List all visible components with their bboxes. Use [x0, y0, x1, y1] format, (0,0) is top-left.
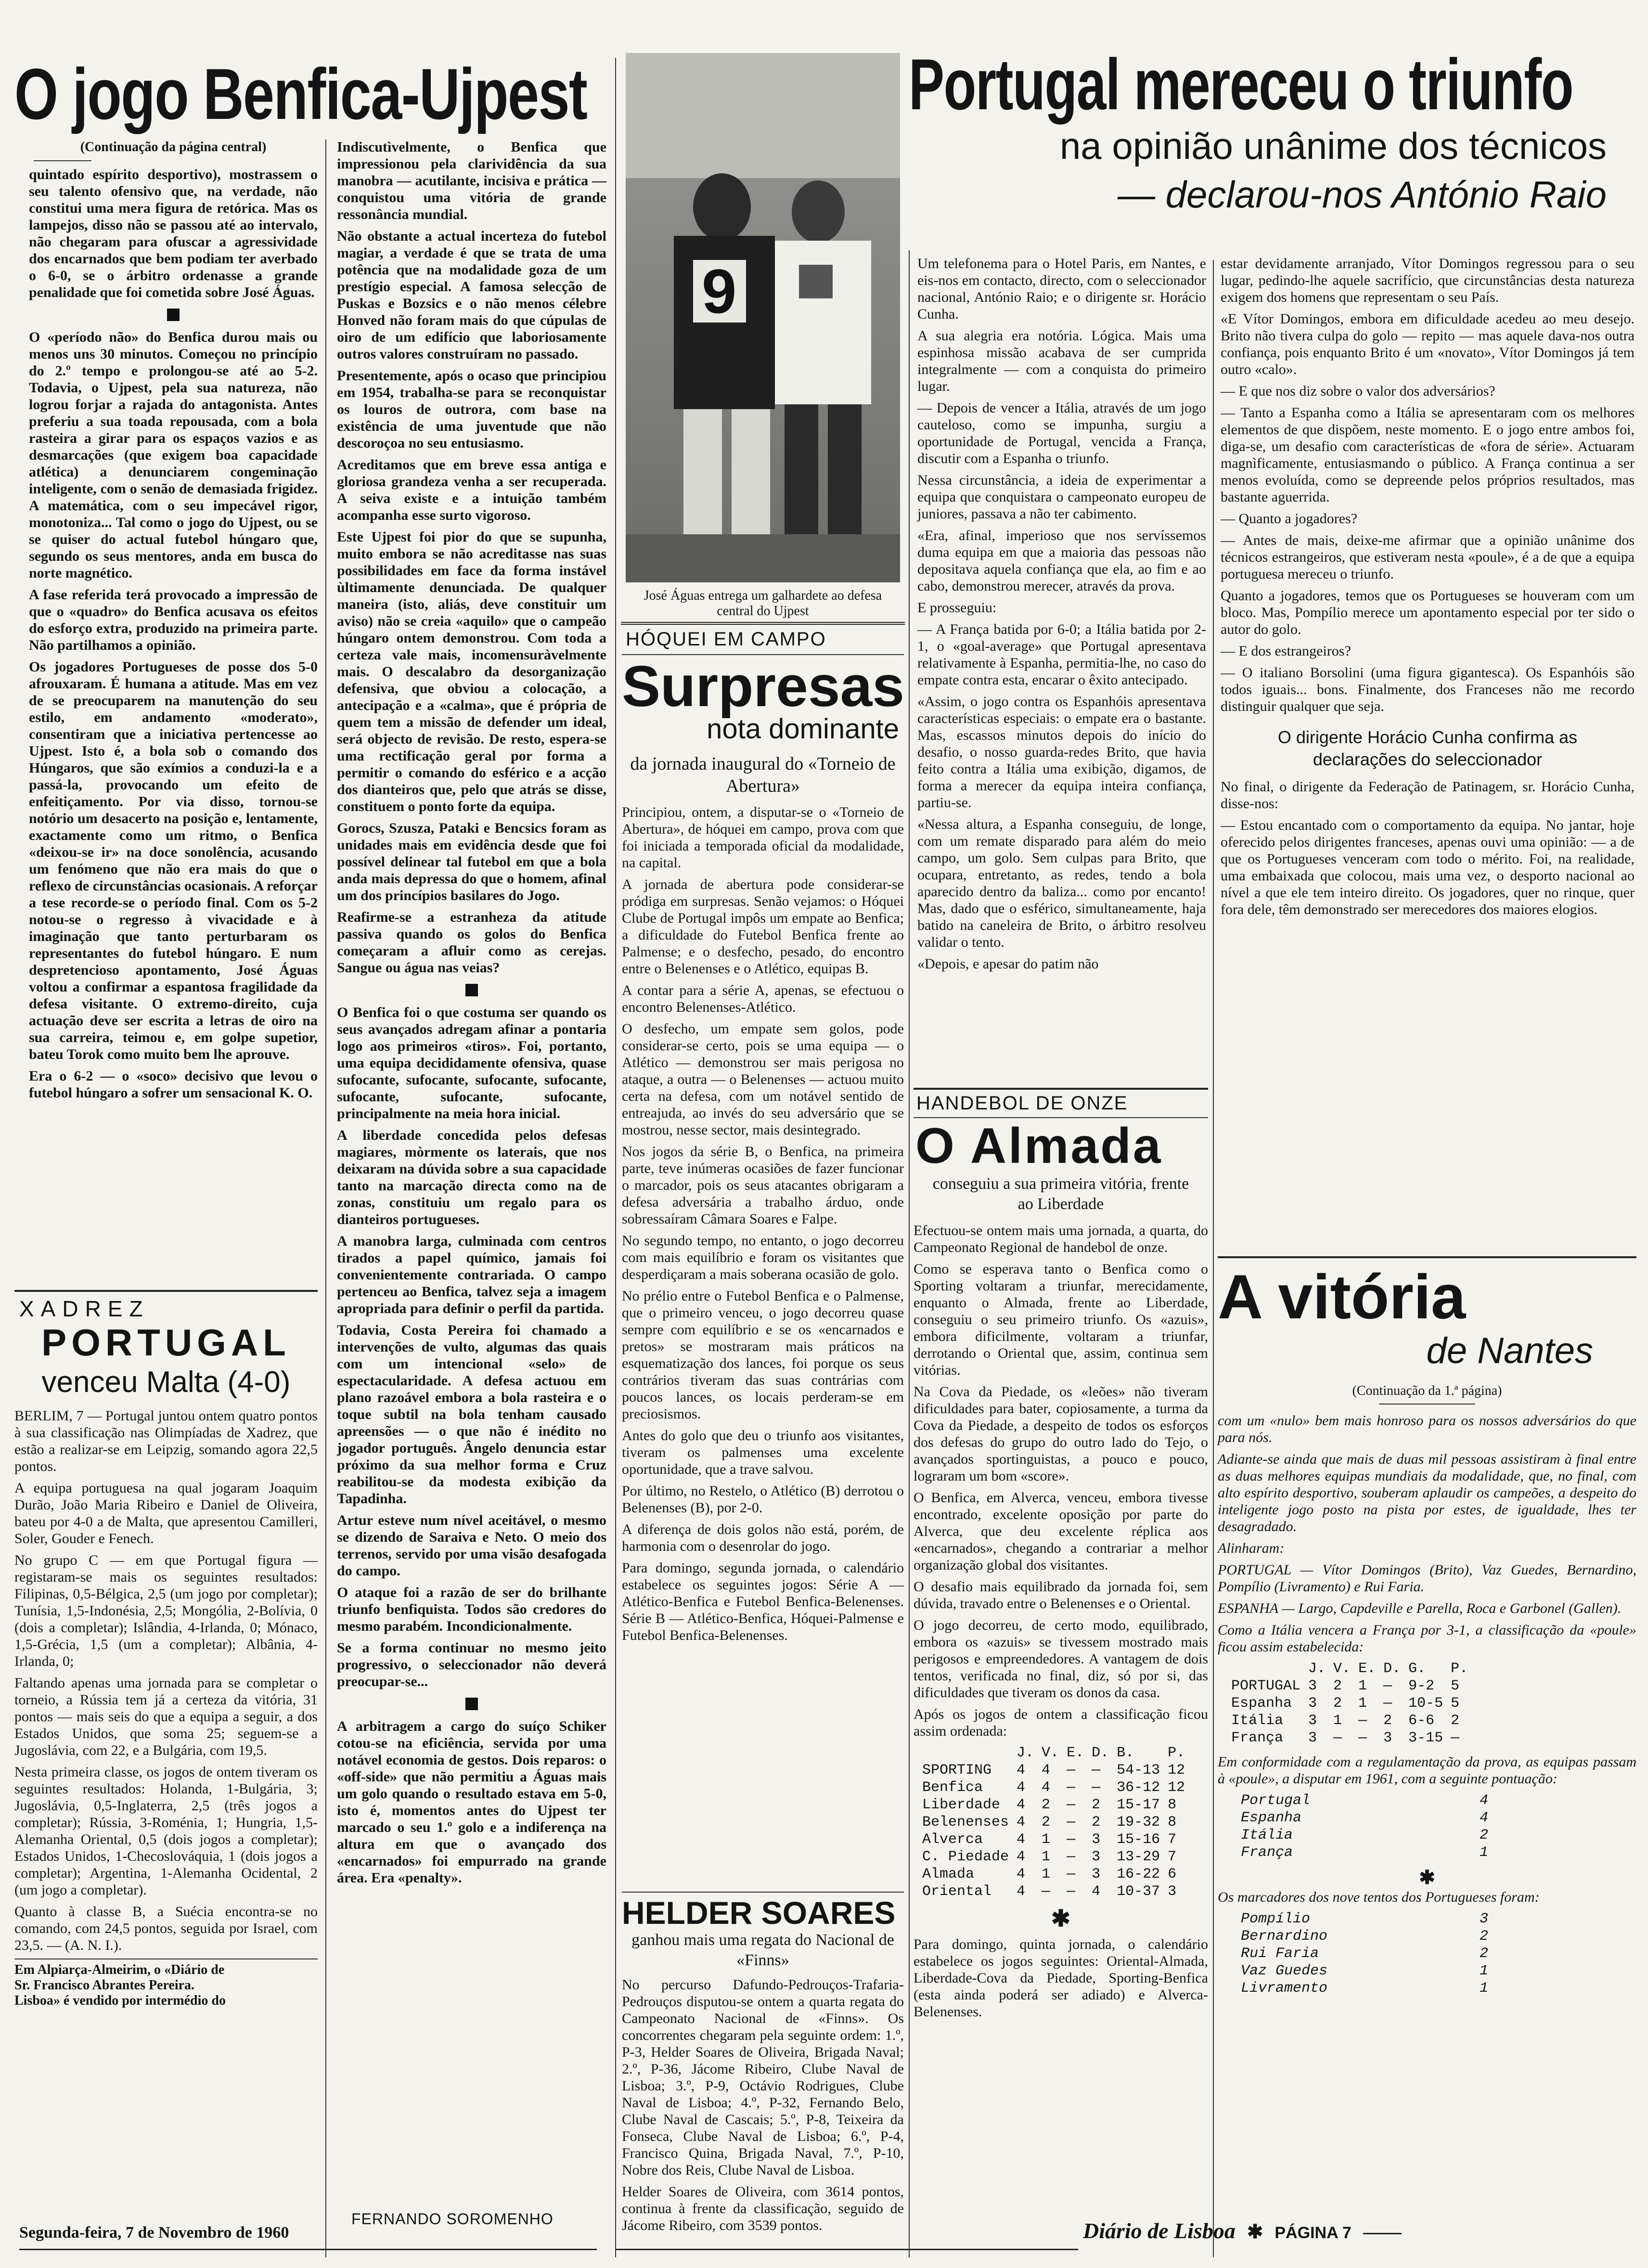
- team-name: Almada: [922, 1866, 975, 1882]
- table-cell: —: [1067, 1762, 1076, 1778]
- scorer-name: Rui Faria: [1241, 1946, 1319, 1962]
- paragraph: — Tanto a Espanha como a Itália se apresentaram com os melhores elementos de que dispõem, neste momento. E o jogo entre ambos foi, diga-se, um desafio com características de «fora de série». Actuaram magnìficamente, entusiasmando o público. A França continua a ser menos evoluída, como se depreende pelos próprios resultados, mas bastante aguerrida.: [1221, 405, 1635, 505]
- paragraph: O Benfica foi o que costuma ser quando os seus avançados adregam afinar a pontaria logo aos primeiros «tiros». Foi, portanto, uma equipa decididamente ofensiva, quase sufocante, sufocante, sufocante, sufocante, sufocante, sufocante, sufocante, principalmente na meia hora inicial.: [337, 1005, 606, 1121]
- team-name: Liberdade: [922, 1797, 1001, 1813]
- table-header: J.: [1017, 1745, 1034, 1761]
- table-row: [918, 1762, 1189, 1779]
- imprint-line: Em Alpiarça-Almeirim, o «Diário de: [14, 1962, 225, 1977]
- table-header: D.: [1383, 1661, 1401, 1677]
- paragraph: No grupo C — em que Portugal figura — registaram-se mais os seguintes resultados: Filipinas, 0,5-Bélgica, 2,5 (um jogo por completar); Tunísia, 1,5-Indonésia, 2,5; Mongólia, 2-Bolívia, 0 (dois a completar); Islândia, 4-Irlanda, 0; Mónaco, 1,5-Grécia, 1,5 (um a completar); Albânia, 4-Irlanda, 0;: [14, 1552, 318, 1669]
- table-cell: 15-17: [1117, 1797, 1160, 1813]
- table-cell: 1: [1358, 1678, 1367, 1694]
- paragraph: A fase referida terá provocado a impressão de que o «quadro» do Benfica acusava os efeitos do esforço extra, produzido na primeira parte. Não partilhamos a opinião.: [29, 587, 318, 653]
- paragraph: BERLIM, 7 — Portugal juntou ontem quatro pontos à sua classificação nas Olimpíadas de Xadrez, que estão a realizar-se em Leipzig, somando agora 22,5 pontos.: [14, 1408, 318, 1474]
- team-name: Oriental: [922, 1883, 992, 1900]
- footer-rule: [19, 2249, 597, 2250]
- table-cell: 7: [1168, 1849, 1177, 1865]
- nantes-section: [1218, 1256, 1636, 2002]
- table-cell: —: [1067, 1883, 1076, 1900]
- table-cell: 15-16: [1117, 1831, 1160, 1848]
- table-row: [1237, 1962, 1492, 1980]
- masthead: Diário de Lisboa: [1083, 2218, 1236, 2243]
- table-cell: 3-15: [1408, 1730, 1443, 1746]
- table-cell: 4: [1042, 1762, 1051, 1778]
- table-cell: 1: [1042, 1831, 1051, 1848]
- paragraph: O desafio mais equilibrado da jornada foi, sem dúvida, travado entre o Belenenses e o Oriental.: [914, 1579, 1208, 1611]
- paragraph: Artur esteve num nível aceitável, o mesmo se dizendo de Saraiva e Neto. O meio dos terrenos, servido por uma visão desafogada do campo.: [337, 1512, 606, 1579]
- paragraph: A diferença de dois golos não está, porém, de harmonia com o desenrolar do jogo.: [622, 1521, 904, 1554]
- table-row: [918, 1866, 1189, 1883]
- paragraph: Como a Itália vencera a França por 3-1, a classificação da «poule» ficou assim estabelecida:: [1218, 1622, 1636, 1655]
- paragraph: Acreditamos que em breve essa antiga e gloriosa grandeza venha a ser recuperada. A seiva existe e a intuição também acompanha esse surto vigoroso.: [337, 457, 606, 523]
- paragraph: E prosseguiu:: [917, 600, 997, 616]
- paragraph: A liberdade concedida pelos defesas magiares, mòrmente os laterais, que nos deixaram na dúvida sobre a sua capacidade tanto na marcação directa como na de zonas, constituiu um regalo para os dianteiros portugueses.: [337, 1127, 606, 1227]
- handball-title: O Almada: [915, 1118, 1163, 1174]
- handball-standings: [918, 1744, 1189, 1900]
- table-cell: 8: [1168, 1814, 1177, 1830]
- separator-square: [167, 309, 180, 321]
- table-cell: —: [1067, 1831, 1076, 1848]
- paragraph: Quanto à classe B, a Suécia encontra-se no comando, com 24,5 pontos, seguida por Israel, com 23,5. — (A. N. I.).: [14, 1904, 318, 1953]
- table-cell: —: [1383, 1695, 1392, 1712]
- table-cell: 10-37: [1117, 1883, 1160, 1900]
- footer-right: [1083, 2218, 1636, 2243]
- article-column-2: [337, 139, 606, 1891]
- paragraph: A sua alegria era notória. Lógica. Mais uma espinhosa missão acabava de ser cumprida integralmente — com a conquista do primeiro lugar.: [917, 328, 1206, 394]
- table-cell: 2: [1333, 1695, 1342, 1712]
- table-cell: 2: [1092, 1797, 1101, 1813]
- table-row: [1227, 1712, 1472, 1729]
- table-cell: —: [1067, 1866, 1076, 1882]
- table-header: G.: [1408, 1661, 1426, 1677]
- table-header: B.: [1117, 1745, 1134, 1761]
- table-cell: 4: [1042, 1779, 1051, 1796]
- paragraph: Nessa circunstância, a ideia de experimentar a equipa que conquistara o campeonato europeu de juniores, passava a não ter cabimento.: [917, 472, 1206, 522]
- sailing-section: [622, 1892, 904, 2239]
- section-label: XADREZ: [19, 1296, 150, 1321]
- handball-deck: conseguiu a sua primeira vitória, frente ao Liberdade: [932, 1175, 1189, 1213]
- paragraph: — Quanto a jogadores?: [1221, 511, 1358, 527]
- team-name: Alverca: [922, 1831, 983, 1848]
- paragraph: Por último, no Restelo, o Atlético (B) derrotou o Belenenses (B), por 2-0.: [622, 1483, 904, 1516]
- table-cell: —: [1067, 1814, 1076, 1830]
- table-cell: —: [1067, 1779, 1076, 1796]
- paragraph: Presentemente, após o ocaso que principiou em 1954, trabalha-se para se reconquistar os louros de outrora, com base na existência de uma juventude que não descoroçoa no seu entusiasmo.: [337, 368, 606, 451]
- footer-date: [19, 2224, 318, 2242]
- column-rule: [909, 250, 910, 2257]
- paragraph: O desfecho, um empate sem golos, pode considerar-se certo, pois se uma equipa — o Atlético — demonstrou ser mais perigosa no ataque, a outra — o Belenenses — actuou muito certa na defesa, com um notável sentido de entreajuda, ao invés do seu adversário que se mostrou, nesse sector, mais desintegrado.: [622, 1021, 904, 1138]
- column-rule: [615, 58, 616, 2257]
- table-row: [918, 1796, 1189, 1814]
- table-cell: 3: [1383, 1730, 1392, 1746]
- svg-text:9: 9: [702, 256, 737, 326]
- table-cell: 1: [1042, 1849, 1051, 1865]
- paragraph: com um «nulo» bem mais honroso para os nossos adversários do que para nós.: [1218, 1413, 1636, 1445]
- paragraph: Antes do golo que deu o triunfo aos visitantes, tiveram os palmenses uma excelente oportunidade, que a trave salvou.: [622, 1428, 904, 1477]
- table-cell: 4: [1017, 1779, 1026, 1796]
- hockey-subtitle: nota dominante: [707, 713, 899, 745]
- sailing-deck: ganhou mais uma regata do Nacional de «Finns»: [631, 1931, 894, 1969]
- table-cell: 36-12: [1117, 1779, 1160, 1796]
- photo-image: [626, 53, 900, 582]
- table-row: [1227, 1677, 1472, 1695]
- table-cell: 3: [1092, 1866, 1101, 1882]
- table-header: E.: [1067, 1745, 1084, 1761]
- table-cell: 4: [1017, 1866, 1026, 1882]
- table-cell: 2: [1480, 1827, 1489, 1843]
- table-cell: 2: [1042, 1814, 1051, 1830]
- paragraph: Era o 6-2 — o «soco» decisivo que levou o futebol húngaro a sofrer um sensacional K. O.: [29, 1068, 318, 1101]
- table-cell: 4: [1017, 1883, 1026, 1900]
- table-header: P.: [1168, 1745, 1185, 1761]
- table-cell: 6: [1168, 1866, 1177, 1882]
- table-cell: —: [1333, 1730, 1342, 1746]
- paragraph: «E Vítor Domingos, embora em dificuldade acedeu ao meu desejo. Brito não tivera culpa do golo — repito — mas aquele dava-nos outra confiança, pois enquanto Brito é um «novato», Vítor Domingos já tem outro «calo».: [1221, 311, 1635, 377]
- paragraph: Helder Soares de Oliveira, com 3614 pontos, continua à frente da classificação, seguido de Jácome Ribeiro, com 3539 pontos.: [622, 2184, 904, 2233]
- paragraph: — E que nos diz sobre o valor dos adversários?: [1221, 383, 1495, 399]
- separator-square: [465, 1698, 478, 1710]
- paragraph: Nesta primeira classe, os jogos de ontem tiveram os seguintes resultados: Holanda, 1-Bulgária, 3; Jugoslávia, 0,5-Inglaterra, 2,5 (três jogos a completar); Rússia, 3-Roménia, 1; Hungria, 1,5-Alemanha Oriental, 0,5 (dois jogos a completar); Estados Unidos, 1-Checoslováquia, 1 (dois jogos a completar); Argentina, 1-Alemanha Ocidental, 2 (um jogo a completar).: [14, 1764, 318, 1898]
- team-name: Portugal: [1241, 1792, 1311, 1809]
- paragraph: «Era, afinal, imperioso que nos servíssemos duma equipa em que a maioria das pessoas não depositava aquela confiança que ela, ao fim e ao cabo, demonstrou merecer, através da prova.: [917, 528, 1206, 594]
- table-cell: 2: [1451, 1713, 1460, 1729]
- paragraph: A jornada de abertura pode considerar-se pródiga em surpresas. Senão vejamos: o Hóquei Clube de Portugal impôs um empate ao Benfica; a dificuldade do Futebol Benfica frente ao Palmense; e o desfecho, pesado, do encontro entre o Belenenses e o Atlético, equipas B.: [622, 876, 904, 977]
- paragraph: Os marcadores dos nove tentos dos Portugueses foram:: [1218, 1889, 1540, 1905]
- paragraph: Adiante-se ainda que mais de duas mil pessoas assistiram à final entre as duas melhores equipas mundiais da modalidade, que, no final, com alto espírito desportivo, souberam aplaudir os campeões, a despeito do inteligente jogo posto na pista por estes, de igualdade, lhes ter desagradado.: [1218, 1451, 1636, 1534]
- asterisk-separator: ✱: [1051, 1906, 1071, 1932]
- paragraph: Se a forma continuar no mesmo jeito progressivo, o seleccionador não deverá preocupar-se...: [337, 1640, 606, 1689]
- table-cell: 4: [1017, 1831, 1026, 1848]
- paragraph: No final, o dirigente da Federação de Patinagem, sr. Horácio Cunha, disse-nos:: [1221, 779, 1635, 812]
- team-name: Espanha: [1231, 1695, 1292, 1712]
- photo-caption: José Águas entrega um galhardete ao defesa central do Ujpest: [644, 588, 882, 619]
- table-header: E.: [1358, 1661, 1376, 1677]
- team-name: Benfica: [922, 1779, 983, 1796]
- table-cell: 3: [1308, 1730, 1317, 1746]
- paragraph: Efectuou-se ontem mais uma jornada, a quarta, do Campeonato Regional de handebol de onze.: [914, 1223, 1208, 1255]
- footer-rule: [616, 2249, 1078, 2250]
- table-cell: 19-32: [1117, 1814, 1160, 1830]
- team-name: SPORTING: [922, 1762, 992, 1778]
- team-name: Itália: [1231, 1713, 1284, 1729]
- paragraph: Após os jogos de ontem a classificação ficou assim ordenada:: [914, 1706, 1208, 1739]
- table-cell: 2: [1480, 1928, 1489, 1945]
- team-name: França: [1231, 1730, 1284, 1746]
- paragraph: — Depois de vencer a Itália, através de um jogo cauteloso, como se impunha, surgiu a oportunidade de Portugal, vencida a França, discutir com a Espanha o triunfo.: [917, 400, 1206, 466]
- nantes-standings: [1227, 1660, 1472, 1747]
- table-row: [1237, 1827, 1492, 1844]
- footer-rule-end: [1363, 2233, 1402, 2234]
- table-cell: 12: [1168, 1762, 1185, 1778]
- page-number: PÁGINA 7: [1275, 2224, 1352, 2242]
- scorer-name: Bernardino: [1241, 1928, 1328, 1945]
- table-cell: 2: [1042, 1797, 1051, 1813]
- paragraph: — Estou encantado com o comportamento da equipa. No jantar, hoje oferecido pelos dirigentes franceses, apenas ouvi uma opinião: — a de que os Portugueses venceram com todo o mérito. Foi, na realidade, uma embaixada que colocou, mais uma vez, o desporto nacional ao nível a que ele tem inteiro direito. Os jogadores, quer no rinque, quer fora dele, têm demonstrado ser merecedores dos maiores elogios.: [1221, 817, 1635, 917]
- paragraph: Este Ujpest foi pior do que se supunha, muito embora se não acreditasse nas suas possibilidades em face da forma instável ùltimamente denunciada. De qualquer maneira (isto, aliás, deve constituir um aviso) não se creia «aquilo» que o campeão húngaro ontem demonstrou. Com toda a certeza vale mais, incomensuràvelmente mais. O descalabro da desorganização defensiva, que obviou a colocação, a antecipação e a «calma», que é própria de quem tem a missão de defender um ideal, será objecto de revisão. De resto, espera-se uma rectificação geral por forma a permitir o comando do esférico e a acção dos dianteiros que, pelo que atrás se disse, constituem o ponto forte da equipa.: [337, 529, 606, 814]
- scorer-name: Livramento: [1241, 1980, 1328, 1997]
- table-cell: 1: [1358, 1695, 1367, 1712]
- table-cell: 12: [1168, 1779, 1185, 1796]
- table-header: V.: [1042, 1745, 1059, 1761]
- paragraph: ESPANHA — Largo, Capdeville e Parella, Roca e Garbonel (Gallen).: [1218, 1600, 1622, 1616]
- table-cell: —: [1092, 1762, 1101, 1778]
- table-cell: 54-13: [1117, 1762, 1160, 1778]
- table-cell: 3: [1480, 1911, 1489, 1927]
- table-cell: 6-6: [1408, 1713, 1435, 1729]
- paragraph: No prélio entre o Futebol Benfica e o Palmense, que o primeiro venceu, o jogo decorreu quase sempre com equilíbrio e se os «encarnados e pretos» se mostraram mais práticos na esquematização dos lances, foi porque os seus contrários tiveram das suas contrárias com poucos lances, os locais perderam-se em preciosismos.: [622, 1288, 904, 1422]
- table-cell: 2: [1480, 1946, 1489, 1962]
- scorer-name: Pompílio: [1241, 1911, 1311, 1927]
- table-cell: —: [1451, 1730, 1460, 1746]
- nantes-subtitle: de Nantes: [1426, 1330, 1593, 1371]
- paragraph: Para domingo, quinta jornada, o calendário estabelece os jogos seguintes: Oriental-Almada, Liberdade-Cova da Piedade, Sporting-Benfica (esta ainda poderá ser adiado) e Alverca-Belenenses.: [914, 1936, 1208, 2020]
- table-cell: 1: [1480, 1844, 1489, 1861]
- paragraph: No segundo tempo, no entanto, o jogo decorreu com mais equilíbrio e foram os visitantes que desperdiçaram a mais soberana ocasião de golo.: [622, 1233, 904, 1282]
- paragraph: Um telefonema para o Hotel Paris, em Nantes, e eis-nos em contacto, directo, com o seleccionador nacional, António Raio; e o dirigente sr. Horácio Cunha.: [917, 256, 1206, 322]
- hockey-deck: da jornada inaugural do «Torneio de Abertura»: [630, 754, 896, 796]
- paragraph: — A França batida por 6-0; a Itália batida por 2-1, o «goal-average» que Portugal apresentava relativamente à Espanha, permitia-lhe, no caso do empate contra esta, encarar o êxito antecipado.: [917, 621, 1206, 688]
- table-row: [1237, 1809, 1492, 1827]
- paragraph: Principiou, ontem, a disputar-se o «Torneio de Abertura», de hóquei em campo, prova com que foi iniciada a temporada oficial da modalidade, na capital.: [622, 804, 904, 871]
- column-rule: [1213, 260, 1214, 2257]
- paragraph: A contar para a série A, apenas, se efectuou o encontro Belenenses-Atlético.: [622, 982, 904, 1015]
- table-cell: 3: [1092, 1849, 1101, 1865]
- table-row: [1237, 1844, 1492, 1861]
- table-cell: 10-5: [1408, 1695, 1443, 1712]
- table-cell: 13-29: [1117, 1849, 1160, 1865]
- table-cell: 5: [1451, 1678, 1460, 1694]
- table-cell: 4: [1480, 1810, 1489, 1826]
- table-header: V.: [1333, 1661, 1351, 1677]
- paragraph: — Antes de mais, deixe-me afirmar que a opinião unânime dos técnicos estrangeiros, que estiveram nesta «poule», é a de que a equipa portuguesa mereceu o triunfo.: [1221, 532, 1635, 582]
- table-cell: 5: [1451, 1695, 1460, 1712]
- paragraph: Todavia, Costa Pereira foi chamado a intervenções de vulto, algumas das quais com um intencional «selo» de espectacularidade. A defesa actuou em plano razoável embora a bola rasteira e o toque subtil na bola tenham causado apreensões — o que não é inédito no jogador português. Ângelo denuncia estar próximo da sua melhor forma e Cruz reabilitou-se da modesta exibição da Tapadinha.: [337, 1322, 606, 1507]
- points-table: [1237, 1792, 1492, 1861]
- table-cell: 4: [1017, 1814, 1026, 1830]
- team-name: Itália: [1241, 1827, 1293, 1843]
- team-name: C. Piedade: [922, 1849, 1009, 1865]
- paragraph: PORTUGAL — Vítor Domingos (Brito), Vaz Guedes, Bernardino, Pompílio (Livramento) e Rui Faria.: [1218, 1562, 1636, 1595]
- scorer-name: Vaz Guedes: [1241, 1963, 1328, 1979]
- chess-subtitle: venceu Malta (4-0): [41, 1366, 291, 1399]
- paragraph: Como se esperava tanto o Benfica como o Sporting voltaram a triunfar, merecidamente, enquanto o Almada, frente ao Liberdade, conseguiu o seu primeiro triunfo. Os «azuis», embora dificilmente, voltaram a triunfar, derrotando o Oriental que, assim, continua sem vitórias.: [914, 1261, 1208, 1378]
- table-cell: 2: [1383, 1713, 1392, 1729]
- paragraph: O Benfica, em Alverca, venceu, embora tivesse encontrado, excelente oposição por parte do Alverca, que deu excelente réplica aos «encarnados», chegando a contrariar a melhor organização global dos visitantes.: [914, 1490, 1208, 1573]
- table-cell: 2: [1333, 1678, 1342, 1694]
- table-cell: 1: [1333, 1713, 1342, 1729]
- portugal-subtitle: na opinião unânime dos técnicos: [1059, 125, 1607, 167]
- table-row: [918, 1848, 1189, 1866]
- nantes-title: A vitória: [1218, 1262, 1466, 1332]
- table-cell: —: [1067, 1849, 1076, 1865]
- portugal-column-2: [1221, 255, 1635, 923]
- column-rule: [325, 140, 326, 2257]
- imprint-line: Sr. Francisco Abrantes Pereira.: [14, 1978, 195, 1993]
- portugal-column-1: [917, 255, 1206, 977]
- table-row: [1237, 1928, 1492, 1945]
- paragraph: Em conformidade com a regulamentação da prova, as equipas passam à «poule», a disputar em 1961, com a seguinte pontuação:: [1218, 1754, 1636, 1787]
- table-cell: 1: [1042, 1866, 1051, 1882]
- star-icon: ✱: [1247, 2221, 1263, 2242]
- table-row: [918, 1883, 1189, 1900]
- paragraph: Quanto a jogadores, temos que os Portugueses se houveram com um bloco. Mas, Pompílio merece um apontamento especial por ter sido o autor do golo.: [1221, 588, 1635, 637]
- table-header: P.: [1451, 1661, 1468, 1677]
- table-cell: 8: [1168, 1797, 1177, 1813]
- caption-rule: [621, 622, 905, 625]
- table-row: [1237, 1910, 1492, 1928]
- paragraph: Faltando apenas uma jornada para se completar o torneio, a Rússia tem já a certeza da vitória, 31 pontos — mais seis do que a equipa a seguir, a dos Estados Unidos, que soma 25; seguem-se a Jugoslávia, com 22, e a Bulgária, com 19,5.: [14, 1675, 318, 1758]
- continuation-note: (Continuação da 1.ª página): [1352, 1383, 1502, 1398]
- portugal-title: Portugal mereceu o triunfo: [909, 44, 1573, 125]
- cunha-subhead: O dirigente Horácio Cunha confirma as declarações do seleccionador: [1277, 727, 1578, 769]
- table-cell: —: [1383, 1678, 1392, 1694]
- table-header-row: [918, 1744, 1189, 1762]
- table-cell: 3: [1168, 1883, 1177, 1900]
- paragraph: A equipa portuguesa na qual jogaram Joaquim Durão, João Maria Ribeiro e Daniel de Oliveira, bateu por 4-0 a de Malta, que apresentou Camilleri, Soler, Gouder e Fenech.: [14, 1480, 318, 1546]
- paragraph: estar devidamente arranjado, Vítor Domingos regressou para o seu lugar, pedindo-lhe aquele sacrifício, que circunstâncias desta natureza exigem dos homens que representam o seu País.: [1221, 256, 1635, 305]
- table-cell: 1: [1480, 1963, 1489, 1979]
- asterisk-separator: ✱: [1419, 1867, 1435, 1888]
- table-row: [918, 1814, 1189, 1831]
- separator-square: [465, 984, 478, 996]
- table-row: [1237, 1945, 1492, 1962]
- portugal-deck: — declarou-nos António Raio: [1117, 173, 1607, 216]
- paragraph: O ataque foi a razão de ser do brilhante triunfo benfiquista. Todos são credores do mesmo parabém. Incondicionalmente.: [337, 1585, 606, 1634]
- team-name: PORTUGAL: [1231, 1678, 1301, 1694]
- paragraph: A manobra larga, culminada com centros tirados a papel químico, jamais foi convenientemente contrariada. O campo pertenceu ao Benfica, talvez seja a imagem apropriada para definir o perfil da partida.: [337, 1233, 606, 1316]
- table-cell: —: [1067, 1797, 1076, 1813]
- match-photo: [626, 53, 900, 582]
- paragraph: O jogo decorreu, de certo modo, equilibrado, embora os «azuis» se tivessem mostrado mais perigosos e empreendedores. A vantagem de dois tentos, verificada no final, diz, só por si, das dificuldades que tiveram os donos da casa.: [914, 1617, 1208, 1701]
- scorers-table: [1237, 1910, 1492, 1997]
- section-label: HANDEBOL DE ONZE: [916, 1093, 1128, 1114]
- table-cell: 3: [1308, 1713, 1317, 1729]
- article-column-1: [29, 139, 318, 1106]
- table-cell: 3: [1092, 1831, 1101, 1848]
- table-cell: 9-2: [1408, 1678, 1435, 1694]
- table-header-row: [1227, 1660, 1472, 1677]
- table-cell: 4: [1017, 1797, 1026, 1813]
- paragraph: Os jogadores Portugueses de posse dos 5-0 afrouxaram. É humana a atitude. Mas em vez de se preocuparem na manutenção do seu estilo, em andamento «moderato», consentiram que a iniciativa pertencesse ao Ujpest. Isto é, a bola sob o comando dos Húngaros, que são exímios a conduzi-la e a passá-la, provocando um efeito de enfeitiçamento. Por via disso, tornou-se notório um desacerto na posição e, lentamente, exactamente como um ritmo, o Benfica «deixou-se ir» na doce sonolência, acusando um fenómeno que não era mais do que o reflexo de circunstâncias ocasionais. A reforçar a tese recorde-se o período final. Com os 5-2 notou-se o regresso à vivacidade e à imaginação que tanto perturbaram os representantes do futebol húngaro. E num despretencioso apontamento, José Águas voltou a confirmar a espantosa fragilidade da defesa visitante. O extremo-direito, cuja actuação deve ser escrita a letras de oiro na sua carreira, teimou e, em golpe supetior, bateu Torok como muito bem lhe aprouve.: [29, 659, 318, 1062]
- paragraph: No percurso Dafundo-Pedrouços-Trafaria-Pedrouços disputou-se ontem a quarta regata do Campeonato Nacional de «Finns». Os concorrentes chegaram pela seguinte ordem: 1.º, P-3, Helder Soares de Oliveira, Brigada Naval; 2.º, P-36, Jácome Ribeiro, Clube Naval de Lisboa; 3.º, P-9, Octávio Rodrigues, Clube Naval de Lisboa; 4.º, P-32, Fernando Belo, Clube Naval de Cascais; 5.º, P-8, Teixeira da Fonseca, Clube Naval de Lisboa; 6.º, P-4, Francisco Quina, Brigada Naval, 7.º, P-10, Nobre dos Reis, Clube Naval de Lisboa.: [622, 1977, 904, 2178]
- portugal-article: [909, 44, 1635, 217]
- paragraph: Reafirme-se a estranheza da atitude passiva quando os golos do Benfica começaram a afluir como as cerejas. Sangue ou água nas veias?: [337, 909, 606, 976]
- table-cell: 2: [1092, 1814, 1101, 1830]
- paragraph: Nos jogos da série B, o Benfica, na primeira parte, teve inúmeras ocasiões de fazer funcionar o marcador, pois os seus atacantes obrigaram a defesa adversária a trabalho árduo, onde sobressaíram Câmara Soares e Falpe.: [622, 1144, 904, 1227]
- table-cell: 4: [1092, 1883, 1101, 1900]
- paragraph: quintado espírito desportivo), mostrassem o seu talento ofensivo que, na verdade, não constitui uma mera figura de retórica. Mas os lampejos, disso não se passou até ao intervalo, não chegaram para ofuscar a agressividade dos encarnados que bem podiam ter averbado o 6-0, se o árbitro ordenasse a grande penalidade que foi cometida sobre José Águas.: [29, 167, 318, 300]
- table-cell: 1: [1480, 1980, 1489, 1997]
- table-cell: —: [1042, 1883, 1051, 1900]
- paragraph: O «período não» do Benfica durou mais ou menos uns 30 minutos. Começou no princípio do 2.º tempo e prolongou-se até ao 5-2. Todavia, o Ujpest, pela sua natureza, não logrou forjar a rajada do antagonista. Antes preferiu a sua toada repousada, com a bola rasteira a girar para os espaços vazios e as desmarcações (que exigem boa capacidade atlética) a denunciarem congeminação inteligente, com o senão de demasiada frigidez. A matemática, com o seu impecável rigor, monotoniza... Tal como o jogo do Ujpest, ou se se quiser do actual futebol húngaro que, segundo os seus mentores, anda em busca do norte magnético.: [29, 329, 318, 581]
- table-cell: 3: [1308, 1678, 1317, 1694]
- continuation-note: (Continuação da página central): [80, 140, 267, 155]
- table-header: D.: [1092, 1745, 1109, 1761]
- team-name: Espanha: [1241, 1810, 1302, 1826]
- team-name: França: [1241, 1844, 1293, 1861]
- handball-section: [914, 1088, 1208, 2025]
- author-byline: FERNANDO SOROMENHO: [351, 2210, 554, 2228]
- paragraph: Para domingo, segunda jornada, o calendário estabelece os seguintes jogos: Série A — Atlético-Benfica e Futebol Benfica-Belenenses. Série B — Atlético-Benfica, Hóquei-Palmense e Futebol Benfica-Belenenses.: [622, 1560, 904, 1643]
- chess-title: PORTUGAL: [41, 1321, 291, 1364]
- table-row: [1227, 1729, 1472, 1747]
- paragraph: A arbitragem a cargo do suíço Schiker cotou-se na eficiência, servida por uma notável economia de gestos. Dois reparos: o «off-side» que não permitiu a Águas mais um golo quando o resultado estava em 5-0, isto é, momentos antes do Ujpest ter marcado o seu 1.º golo e a indiferença na altura em que o avançado dos «encarnados» foi empurrado na grande área. Era «penalty».: [337, 1718, 606, 1886]
- table-row: [918, 1779, 1189, 1796]
- table-row: [1237, 1792, 1492, 1809]
- table-cell: 7: [1168, 1831, 1177, 1848]
- hockey-section: [622, 627, 904, 1649]
- table-cell: 3: [1308, 1695, 1317, 1712]
- table-cell: —: [1358, 1730, 1367, 1746]
- sailing-title: HELDER SOARES: [622, 1895, 896, 1931]
- table-cell: 16-22: [1117, 1866, 1160, 1882]
- table-cell: —: [1358, 1713, 1367, 1729]
- table-cell: 4: [1017, 1849, 1026, 1865]
- table-cell: 4: [1480, 1792, 1489, 1809]
- table-row: [1227, 1695, 1472, 1712]
- footer-date-text: Segunda-feira, 7 de Novembro de 1960: [19, 2224, 289, 2242]
- paragraph: — E dos estrangeiros?: [1221, 643, 1351, 659]
- paragraph: «Nessa altura, a Espanha conseguiu, de longe, com um remate disparado para além do meio campo, um golo. Sem culpas para Brito, que ocupara, entretanto, as redes, tendo a bola aparecido dentro da baliza... como por encanto! Mas, dado que o esférico, simultaneamente, haja batido na caneleira de Brito, o árbitro resolveu validar o tento.: [917, 816, 1206, 950]
- paragraph: «Assim, o jogo contra os Espanhóis apresentava características especiais: o empate era o bastante. Mas, escassos minutos depois do início do desafio, o nosso guarda-redes Brito, que havia feito contra a Itália uma exibição, digamos, de forma a merecer da equipa inteira confiança, partiu-se.: [917, 694, 1206, 811]
- paragraph: — O italiano Borsolini (uma figura gigantesca). Os Espanhóis são todos iguais... bons. Finalmente, dos Franceses não me recordo distinguir qualquer que seja.: [1221, 665, 1635, 714]
- paragraph: Gorocs, Szusza, Pataki e Bencsics foram as unidades mais em evidência desde que foi possível delinear tal futebol em que a bola anda mais depressa do que o homem, afinal um dos princípios basilares do Jogo.: [337, 820, 606, 903]
- paragraph: Alinharam:: [1218, 1540, 1285, 1556]
- paragraph: Não obstante a actual incerteza do futebol magiar, a verdade é que se trata de uma potência que na modalidade goza de um prestígio especial. A famosa selecção de Puskas e Bozsics e o não menos célebre Honved não foram mais do que cúpulas de oiro de um edifício que laboriosamente outros valores construíram no passado.: [337, 228, 606, 362]
- paragraph: Na Cova da Piedade, os «leões» não tiveram dificuldades para bater, copiosamente, a turma da Cova da Piedade, a despeito de todos os esforços dos defesas do grupo do outro lado do Tejo, o avançados sportinguistas, a pouco e pouco, lograram um bom «score».: [914, 1384, 1208, 1484]
- imprint-line: Lisboa» é vendido por intermédio do: [14, 1993, 226, 2008]
- table-header: J.: [1308, 1661, 1326, 1677]
- paragraph: «Depois, e apesar do patim não: [917, 956, 1099, 972]
- table-cell: —: [1092, 1779, 1101, 1796]
- article-title: O jogo Benfica-Ujpest: [14, 53, 587, 134]
- paragraph: Indiscutìvelmente, o Benfica que impressionou pela clarividência da sua manobra — acutilante, incisiva e prática — conquistou uma vitória de grande ressonância mundial.: [337, 139, 606, 222]
- team-name: Belenenses: [922, 1814, 1009, 1830]
- table-cell: 4: [1017, 1762, 1026, 1778]
- section-label: HÓQUEI EM CAMPO: [626, 629, 826, 650]
- hockey-title: Surpresas: [622, 654, 904, 719]
- table-row: [918, 1831, 1189, 1848]
- chess-section: [14, 1290, 318, 2009]
- table-row: [1237, 1980, 1492, 1997]
